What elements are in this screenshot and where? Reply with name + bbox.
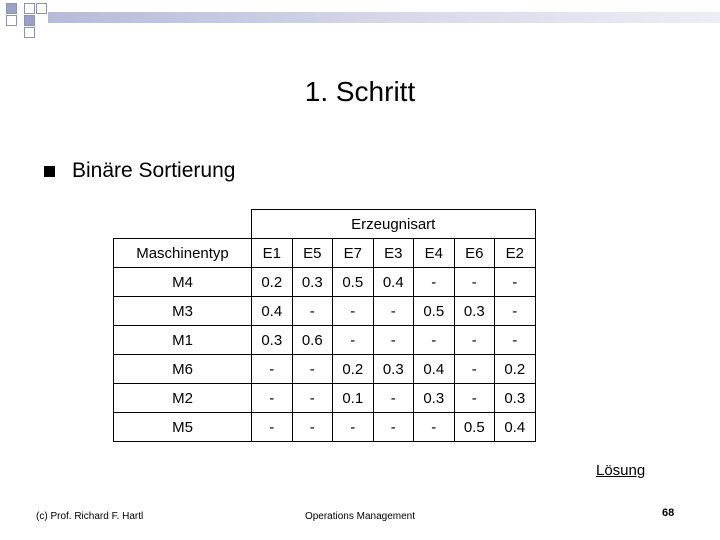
bullet-text: Binäre Sortierung	[72, 159, 236, 182]
row-label-cell: M2	[114, 384, 252, 413]
table-cell: 0.2	[333, 355, 374, 384]
table-cell: 0.5	[454, 413, 495, 442]
row-label-cell: M3	[114, 297, 252, 326]
table-group-header-row	[114, 210, 536, 239]
table-cell: 0.3	[495, 384, 536, 413]
slide-title: 1. Schritt	[304, 76, 416, 107]
table-cell: 0.5	[333, 268, 374, 297]
table-cell: 0.3	[373, 355, 414, 384]
table-cell: -	[373, 384, 414, 413]
square-bullet-icon	[44, 166, 55, 177]
column-header-cell: E1	[252, 239, 293, 268]
page-number: 68	[662, 507, 675, 519]
table-cell: -	[454, 268, 495, 297]
table-cell: -	[292, 413, 333, 442]
table-cell: 0.3	[414, 384, 455, 413]
table-cell: 0.3	[292, 268, 333, 297]
table-cell: -	[292, 355, 333, 384]
row-header-cell: Maschinentyp	[114, 239, 252, 268]
table-cell: 0.4	[495, 413, 536, 442]
table-row	[114, 326, 536, 355]
table-row	[114, 297, 536, 326]
column-header-cell: E3	[373, 239, 414, 268]
table-cell: -	[414, 413, 455, 442]
table-cell: 0.1	[333, 384, 374, 413]
column-header-cell: E4	[414, 239, 455, 268]
column-header-cell: E6	[454, 239, 495, 268]
header-square-icon	[6, 3, 17, 14]
table-cell: -	[454, 326, 495, 355]
table-cell: 0.5	[414, 297, 455, 326]
table-cell: -	[333, 413, 374, 442]
column-header-cell: E2	[495, 239, 536, 268]
table-cell: -	[414, 268, 455, 297]
row-label-cell: M6	[114, 355, 252, 384]
table-cell: -	[495, 297, 536, 326]
table-row	[114, 355, 536, 384]
table-cell: 0.2	[495, 355, 536, 384]
table-cell: 0.4	[252, 297, 293, 326]
table-cell: -	[333, 326, 374, 355]
row-label-cell: M4	[114, 268, 252, 297]
table-cell: 0.3	[454, 297, 495, 326]
table-cell: -	[292, 297, 333, 326]
table-cell: -	[373, 413, 414, 442]
table-cell: -	[292, 384, 333, 413]
table-cell: 0.6	[292, 326, 333, 355]
footer-author: (c) Prof. Richard F. Hartl	[36, 511, 144, 522]
table-cell: 0.2	[252, 268, 293, 297]
header-square-icon	[36, 3, 47, 14]
table-cell: -	[454, 355, 495, 384]
table-cell: -	[252, 384, 293, 413]
row-label-cell: M5	[114, 413, 252, 442]
table-cell: -	[333, 297, 374, 326]
table-cell: -	[414, 326, 455, 355]
solution-link[interactable]: Lösung	[596, 462, 646, 479]
header-stripe	[48, 12, 720, 23]
table-cell: 0.4	[373, 268, 414, 297]
row-label-cell: M1	[114, 326, 252, 355]
table-cell: -	[252, 355, 293, 384]
header-square-icon	[6, 15, 17, 26]
table-header-row	[114, 239, 536, 268]
table-row	[114, 413, 536, 442]
table-row	[114, 384, 536, 413]
table-corner	[114, 210, 252, 239]
table-cell: -	[252, 413, 293, 442]
table-cell: -	[373, 326, 414, 355]
header-square-icon	[24, 27, 35, 38]
header-square-icon	[24, 3, 35, 14]
footer-course: Operations Management	[304, 511, 416, 522]
column-header-cell: E5	[292, 239, 333, 268]
column-header-cell: E7	[333, 239, 374, 268]
table-cell: -	[495, 326, 536, 355]
group-header-cell: Erzeugnisart	[252, 210, 536, 239]
table-cell: -	[373, 297, 414, 326]
table-row	[114, 268, 536, 297]
table-cell: -	[454, 384, 495, 413]
table-cell: -	[495, 268, 536, 297]
header-square-icon	[24, 15, 35, 26]
machine-product-table	[113, 209, 536, 442]
table-cell: 0.3	[252, 326, 293, 355]
decorative-header	[0, 0, 720, 44]
table-cell: 0.4	[414, 355, 455, 384]
